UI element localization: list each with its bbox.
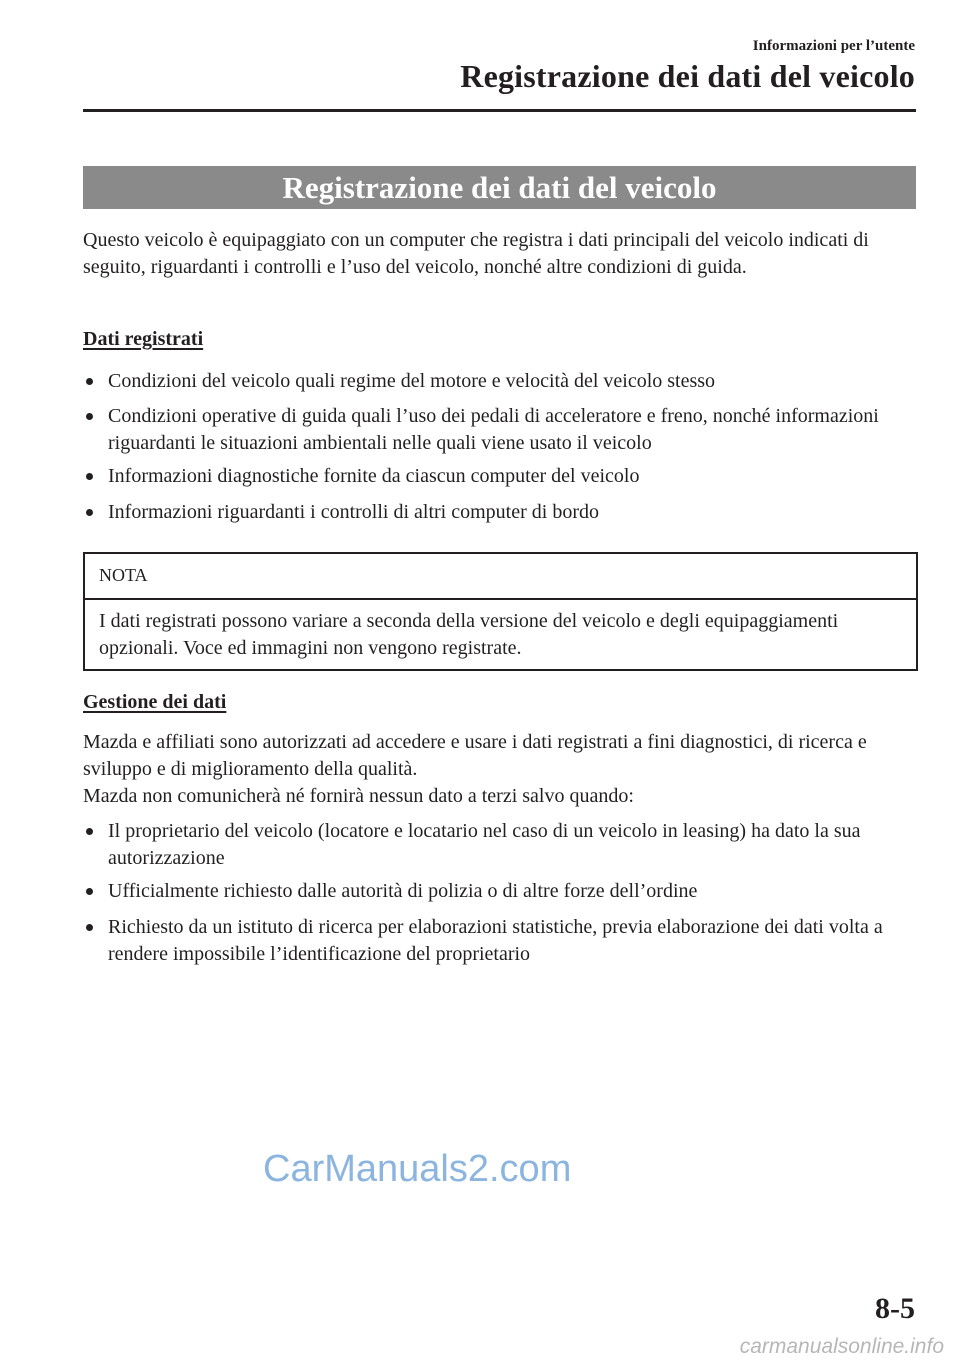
recorded-data-heading: Dati registrati bbox=[83, 328, 204, 350]
header-rule bbox=[83, 109, 916, 112]
list-item-text: Ufficialmente richiesto dalle autorità di polizia o di altre forze dell’ordine bbox=[108, 880, 698, 902]
management-paragraph-2: Mazda non comunicherà né fornirà nessun dato a terzi salvo quando: bbox=[83, 785, 634, 807]
intro-paragraph: Questo veicolo è equipaggiato con un computer che registra i dati principali del veicolo indicati di seguito, riguardanti i controlli e l’uso del veicolo, nonché altre condizioni di guida. bbox=[83, 229, 869, 278]
note-label: NOTA bbox=[99, 565, 148, 585]
section-banner: Registrazione dei dati del veicolo bbox=[83, 166, 916, 209]
note-box bbox=[83, 552, 918, 671]
list-item-text: Informazioni riguardanti i controlli di altri computer di bordo bbox=[108, 501, 599, 523]
list-item-text: Richiesto da un istituto di ricerca per elaborazioni statistiche, previa elaborazione dei dati volta a rendere impossibile l’identificazione del proprietario bbox=[108, 916, 883, 965]
list-item-text: Il proprietario del veicolo (locatore e locatario nel caso di un veicolo in leasing) ha dato la sua autorizzazione bbox=[108, 820, 861, 869]
footer-site-watermark: carmanualsonline.info bbox=[739, 1335, 944, 1358]
list-item bbox=[83, 878, 918, 905]
list-item-text: Condizioni del veicolo quali regime del motore e velocità del veicolo stesso bbox=[108, 370, 716, 392]
note-body: I dati registrati possono variare a seconda della versione del veicolo e degli equipaggiamenti opzionali. Voce ed immagini non vengono registrate. bbox=[99, 610, 839, 659]
list-item-text: Condizioni operative di guida quali l’uso dei pedali di acceleratore e freno, nonché informazioni riguardanti le situazioni ambientali nelle quali viene usato il veicolo bbox=[108, 405, 879, 454]
list-item bbox=[83, 914, 918, 968]
page-number: 8-5 bbox=[875, 1292, 915, 1325]
note-header bbox=[85, 554, 916, 600]
list-item bbox=[83, 463, 918, 490]
data-management-heading: Gestione dei dati bbox=[83, 691, 227, 713]
list-item bbox=[83, 403, 918, 457]
header-title: Registrazione dei dati del veicolo bbox=[460, 58, 915, 94]
list-item bbox=[83, 499, 918, 526]
list-item bbox=[83, 368, 918, 395]
header-section-label: Informazioni per l’utente bbox=[752, 38, 915, 54]
list-item bbox=[83, 818, 918, 872]
management-paragraph: Mazda e affiliati sono autorizzati ad accedere e usare i dati registrati a fini diagnostici, di ricerca e sviluppo e di miglioramento della qualità. bbox=[83, 731, 867, 780]
list-item-text: Informazioni diagnostiche fornite da ciascun computer del veicolo bbox=[108, 465, 640, 487]
watermark: CarManuals2.com bbox=[263, 1148, 572, 1190]
